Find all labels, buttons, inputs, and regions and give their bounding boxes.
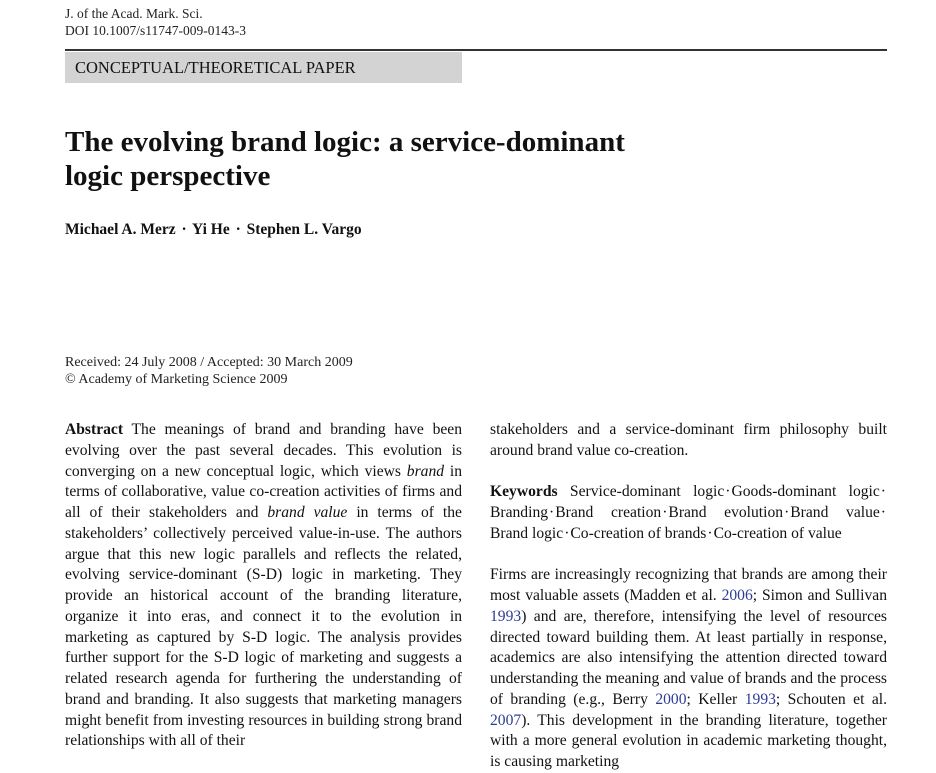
abstract-heading: Abstract [65, 421, 124, 438]
body-text: ; Simon and Sullivan [752, 587, 887, 604]
author-separator: · [235, 221, 241, 238]
citation-link[interactable]: 2006 [721, 587, 753, 604]
keyword: Co-creation of brands [570, 524, 707, 542]
abstract-text: The meanings of brand and branding have been evolving over the past several decades. This evolution is converging on a new conceptual logic, which views [65, 421, 463, 480]
doi[interactable]: DOI 10.1007/s11747-009-0143-3 [65, 23, 246, 38]
keyword: Goods-dominant logic [731, 483, 880, 501]
citation-link[interactable]: 2000 [655, 690, 687, 708]
body-text: ; Schouten et al. [775, 690, 888, 708]
keywords [490, 482, 887, 544]
header-rule [65, 49, 887, 51]
citation-link[interactable]: 2007 [490, 711, 522, 729]
copyright: © Academy of Marketing Science 2009 [65, 372, 288, 387]
received-accepted: Received: 24 July 2008 / Accepted: 30 March 2009 [65, 355, 353, 370]
keyword: Brand creation [555, 504, 662, 521]
citation-link[interactable]: 1993 [490, 607, 522, 625]
body-text: Firms are increasingly recognizing that brands are among their most valuable assets (Madden et al. [490, 566, 887, 604]
keyword-separator: · [707, 524, 713, 542]
left-column [65, 420, 462, 752]
author[interactable]: Yi He [191, 221, 230, 238]
keyword: Service-dominant logic [569, 483, 725, 501]
title-line-1: The evolving brand logic: a service-dominant [65, 126, 625, 158]
title-line-2: logic perspective [65, 160, 271, 192]
paper-title [65, 125, 705, 193]
publication-dates [65, 354, 353, 388]
abstract-text: in terms of the stakeholders’ collectively perceived value-in-use. The authors argue that this new logic parallels and reflects the related, evolving service-dominant (S-D) logic in marketing. They provide an historical account of the branding literature, organize it into eras, and connect it to the evolution in marketing as captured by S-D logic. The analysis provides further support for the S-D logic of marketing and suggests a related research agenda for furthering the understanding of brand and branding. It also suggests that marketing managers might benefit from investing resources in building strong brand relationships with all of their [65, 504, 462, 750]
abstract [65, 420, 462, 752]
author[interactable]: Stephen L. Vargo [246, 221, 362, 238]
keyword-separator: · [549, 504, 555, 521]
keywords-heading: Keywords [490, 483, 558, 501]
author-separator: · [181, 221, 187, 238]
paper-type-band: CONCEPTUAL/THEORETICAL PAPER [65, 52, 462, 83]
keyword: Branding [490, 504, 549, 521]
keyword-separator: · [564, 524, 570, 542]
abstract-emphasis: brand value [267, 504, 348, 521]
keyword: Brand evolution [668, 504, 784, 521]
journal-name: J. of the Acad. Mark. Sci. [65, 6, 203, 21]
keyword-separator: · [725, 483, 731, 501]
body-text: ; Keller [686, 690, 738, 708]
keyword-separator: · [880, 504, 886, 521]
right-column [490, 420, 887, 773]
keyword: Brand logic [490, 524, 564, 542]
author[interactable]: Michael A. Merz [65, 221, 176, 238]
keyword-separator: · [662, 504, 668, 521]
abstract-emphasis: brand [406, 462, 445, 480]
body-paragraph [490, 565, 887, 773]
keyword-separator: · [880, 483, 886, 501]
keyword-separator: · [784, 504, 790, 521]
abstract-continuation: stakeholders and a service-dominant firm philosophy built around brand value co-creation. [490, 421, 887, 459]
author-list [65, 220, 362, 240]
abstract-text: in terms of collaborative, value co-creation activities of firms and all of their stakeholders and [65, 462, 462, 521]
keyword: Brand value [790, 504, 880, 521]
journal-header [65, 5, 246, 39]
citation-link[interactable]: 1993 [744, 690, 776, 708]
body-text: ). This development in the branding literature, together with a more general evolution in academic marketing thought, is causing marketing [490, 711, 887, 770]
keyword: Co-creation of value [713, 524, 842, 542]
body-text: ) and are, therefore, intensifying the level of resources directed toward building them. At least partially in response, academics are also intensifying the attention directed toward understanding the meaning and value of brands and the process of branding (e.g., Berry [490, 607, 887, 708]
